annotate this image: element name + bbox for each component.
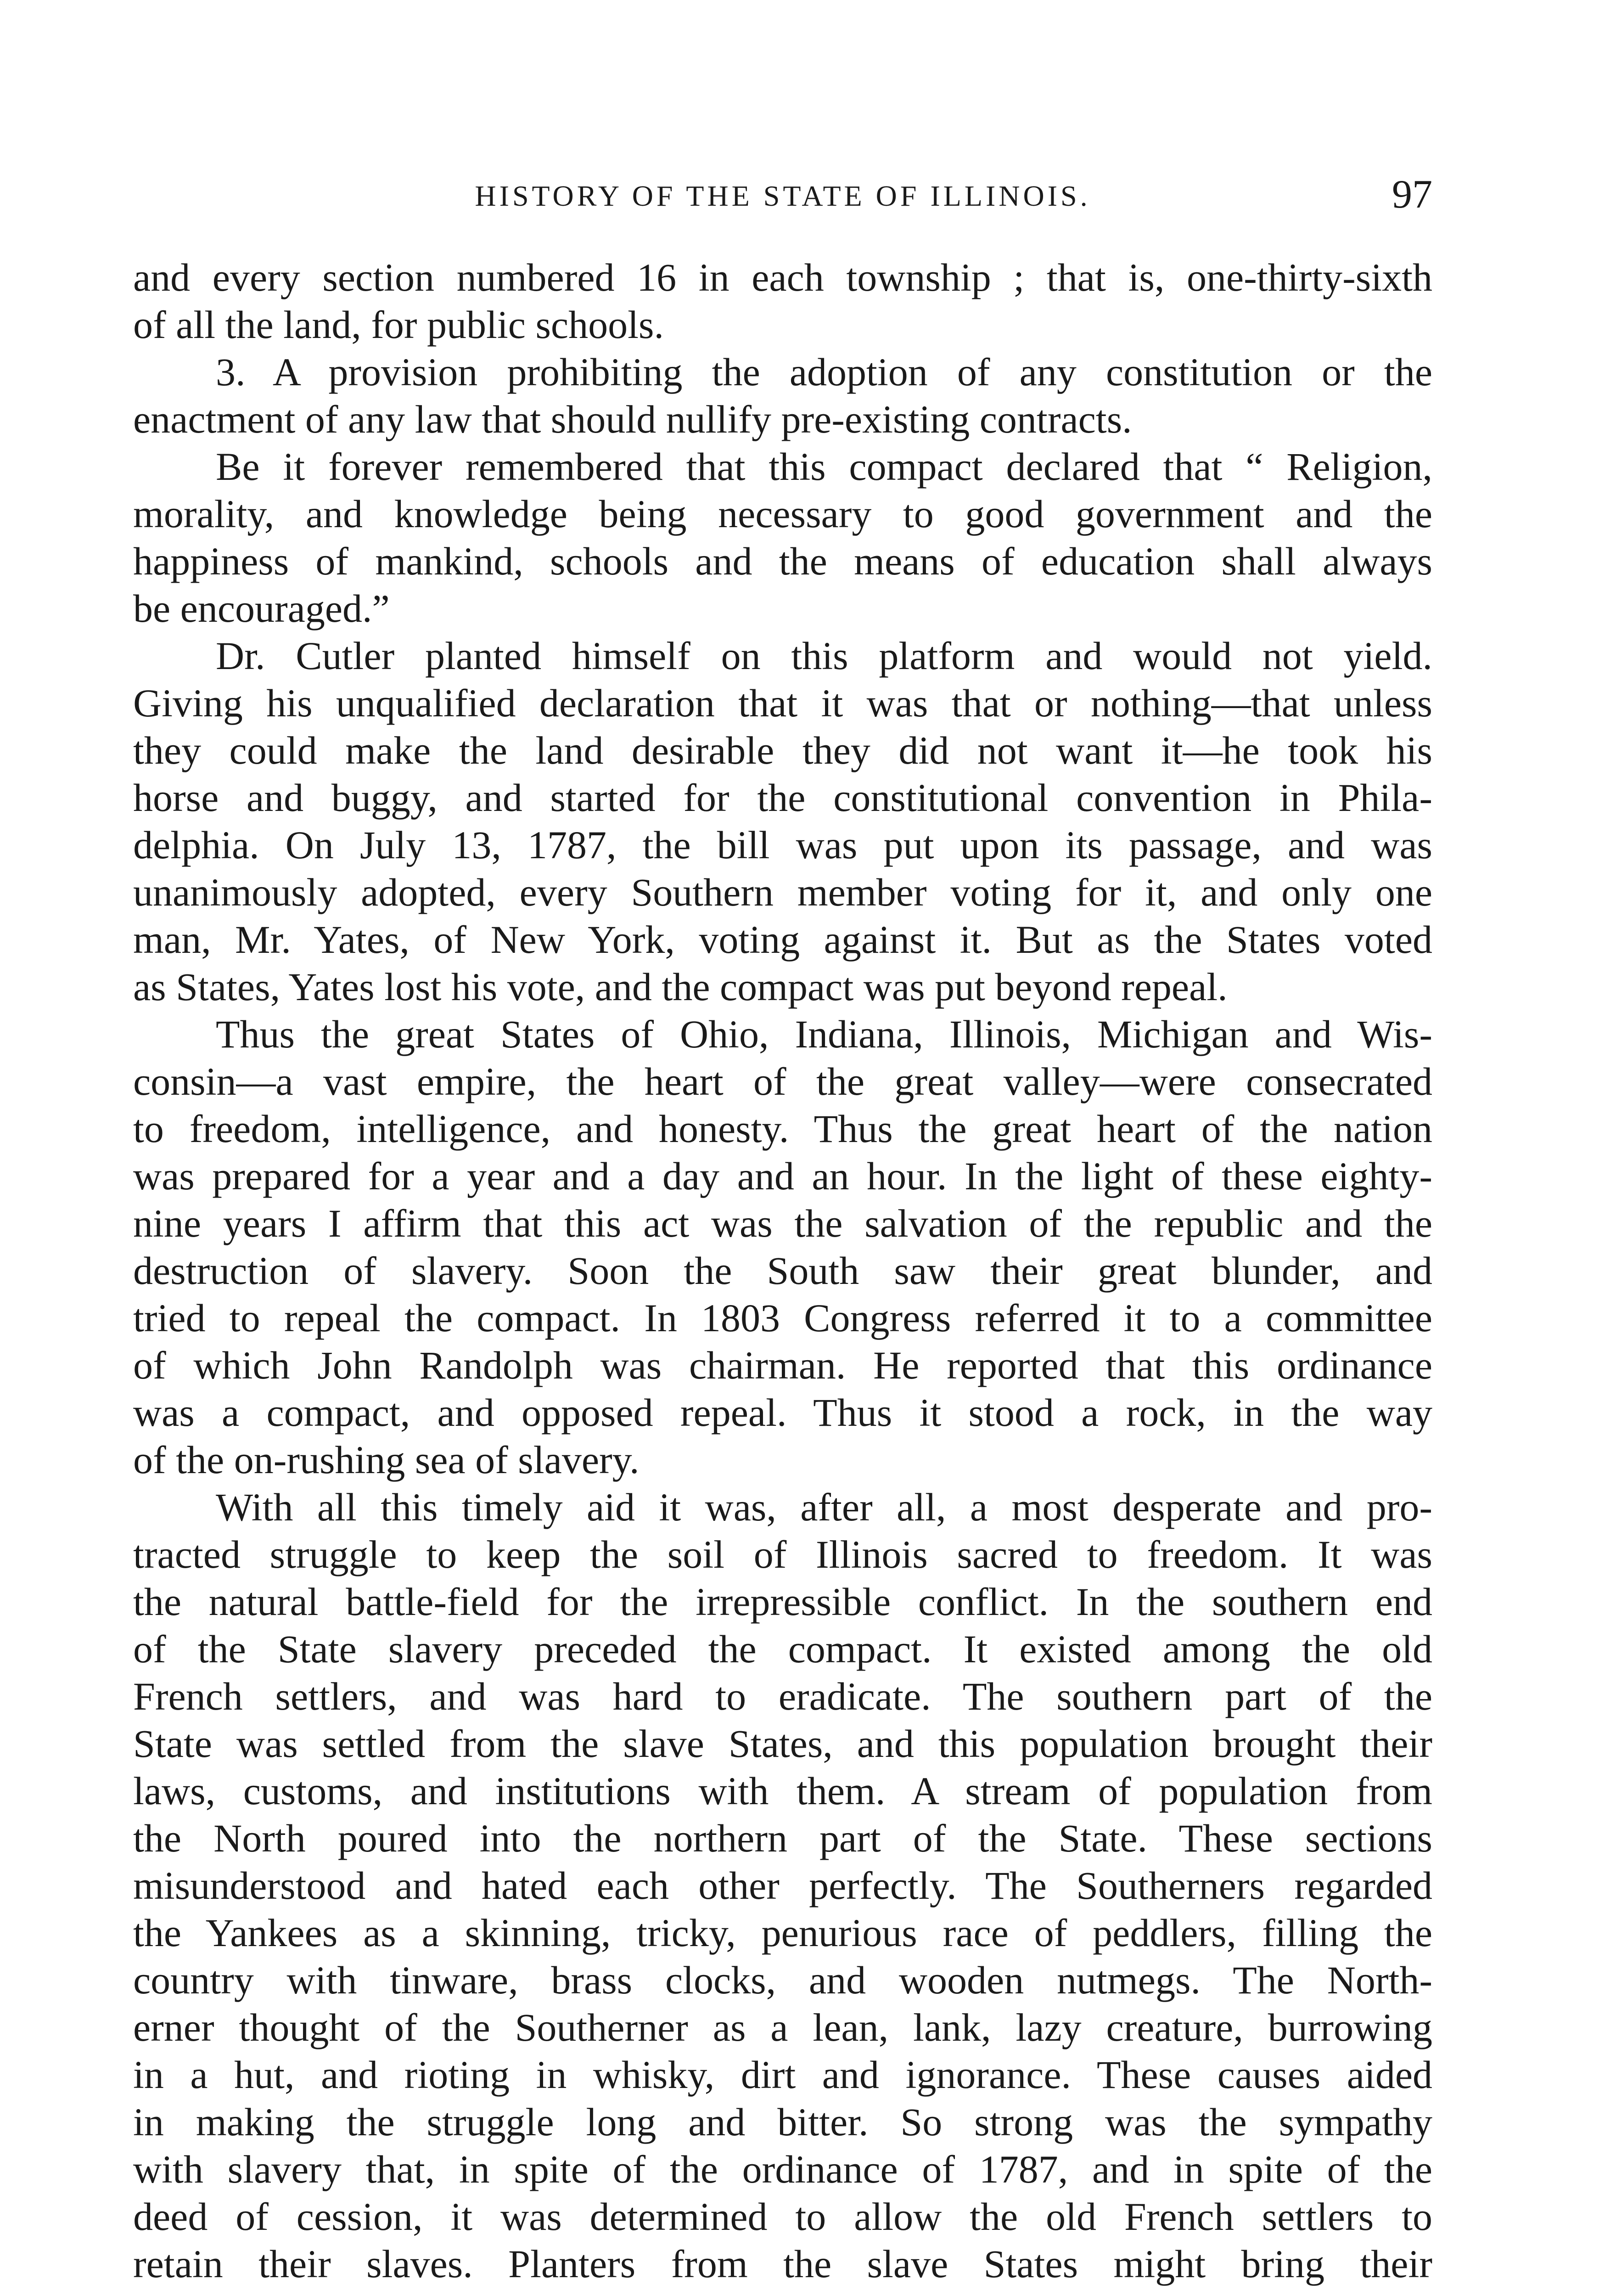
text-line: to freedom, intelligence, and honesty. Thus the great heart of the nation [133,1107,1432,1151]
text-line: misunderstood and hated each other perfectly. The Southerners regarded [133,1863,1432,1908]
text-line: of the State slavery preceded the compact. It existed among the old [133,1627,1432,1671]
text-line: 3. A provision prohibiting the adoption of any constitution or the [216,350,1432,394]
text-line: the Yankees as a skinning, tricky, penurious race of peddlers, filling the [133,1911,1432,1955]
text-line: Giving his unqualified declaration that it was that or nothing—that unless [133,681,1432,725]
text-line: Dr. Cutler planted himself on this platform and would not yield. [216,634,1432,678]
text-line: Be it forever remembered that this compact declared that “ Religion, [216,445,1432,489]
text-line: as States, Yates lost his vote, and the compact was put beyond repeal. [133,965,1228,1009]
text-line: the natural battle-field for the irrepressible conflict. In the southern end [133,1580,1432,1624]
text-line: erner thought of the Southerner as a lean, lank, lazy creature, burrowing [133,2005,1432,2049]
text-line: morality, and knowledge being necessary to good government and the [133,492,1432,536]
text-line: Thus the great States of Ohio, Indiana, Illinois, Michigan and Wis- [216,1012,1432,1056]
paragraph [133,1011,1432,1484]
text-line: unanimously adopted, every Southern member voting for it, and only one [133,870,1432,914]
text-line: enactment of any law that should nullify pre-existing contracts. [133,397,1132,441]
text-line: of all the land, for public schools. [133,303,664,347]
text-line: man, Mr. Yates, of New York, voting against it. But as the States voted [133,917,1432,962]
paragraph [133,443,1432,632]
text-line: With all this timely aid it was, after all, a most desperate and pro- [216,1485,1432,1529]
text-line: horse and buggy, and started for the constitutional convention in Phila- [133,776,1432,820]
text-line: was prepared for a year and a day and an hour. In the light of these eighty- [133,1154,1432,1198]
page-number: 97 [1392,172,1432,217]
text-line: delphia. On July 13, 1787, the bill was put upon its passage, and was [133,823,1432,867]
running-title: HISTORY OF THE STATE OF ILLINOIS. [475,180,1091,212]
text-line: happiness of mankind, schools and the means of education shall always [133,539,1432,583]
text-line: destruction of slavery. Soon the South saw their great blunder, and [133,1249,1432,1293]
text-line: retain their slaves. Planters from the slave States might bring their [133,2242,1432,2286]
paragraph [133,349,1432,443]
text-line: French settlers, and was hard to eradicate. The southern part of the [133,1674,1432,1718]
text-line: of which John Randolph was chairman. He reported that this ordinance [133,1343,1432,1387]
text-line: they could make the land desirable they did not want it—he took his [133,728,1432,772]
page-header [133,168,1432,223]
text-line: in a hut, and rioting in whisky, dirt and ignorance. These causes aided [133,2053,1432,2097]
text-line: laws, customs, and institutions with them. A stream of population from [133,1769,1432,1813]
text-line: and every section numbered 16 in each township ; that is, one-thirty-sixth [133,255,1432,299]
text-line: State was settled from the slave States, and this population brought their [133,1722,1432,1766]
body-text [133,254,1432,2288]
text-line: tried to repeal the compact. In 1803 Congress referred it to a committee [133,1296,1432,1340]
text-line: be encouraged.” [133,586,390,630]
text-line: country with tinware, brass clocks, and wooden nutmegs. The North- [133,1958,1432,2002]
paragraph [133,1484,1432,2288]
paragraph [133,254,1432,349]
text-line: tracted struggle to keep the soil of Illinois sacred to freedom. It was [133,1532,1432,1576]
text-line: was a compact, and opposed repeal. Thus it stood a rock, in the way [133,1390,1432,1435]
text-line: of the on-rushing sea of slavery. [133,1438,640,1482]
text-line: with slavery that, in spite of the ordinance of 1787, and in spite of the [133,2147,1432,2191]
text-line: nine years I affirm that this act was the salvation of the republic and the [133,1201,1432,1245]
text-line: consin—a vast empire, the heart of the great valley—were consecrated [133,1059,1432,1103]
text-line: deed of cession, it was determined to allow the old French settlers to [133,2195,1432,2239]
text-line: in making the struggle long and bitter. So strong was the sympathy [133,2100,1432,2144]
paragraph [133,632,1432,1011]
text-line: the North poured into the northern part of the State. These sections [133,1816,1432,1860]
